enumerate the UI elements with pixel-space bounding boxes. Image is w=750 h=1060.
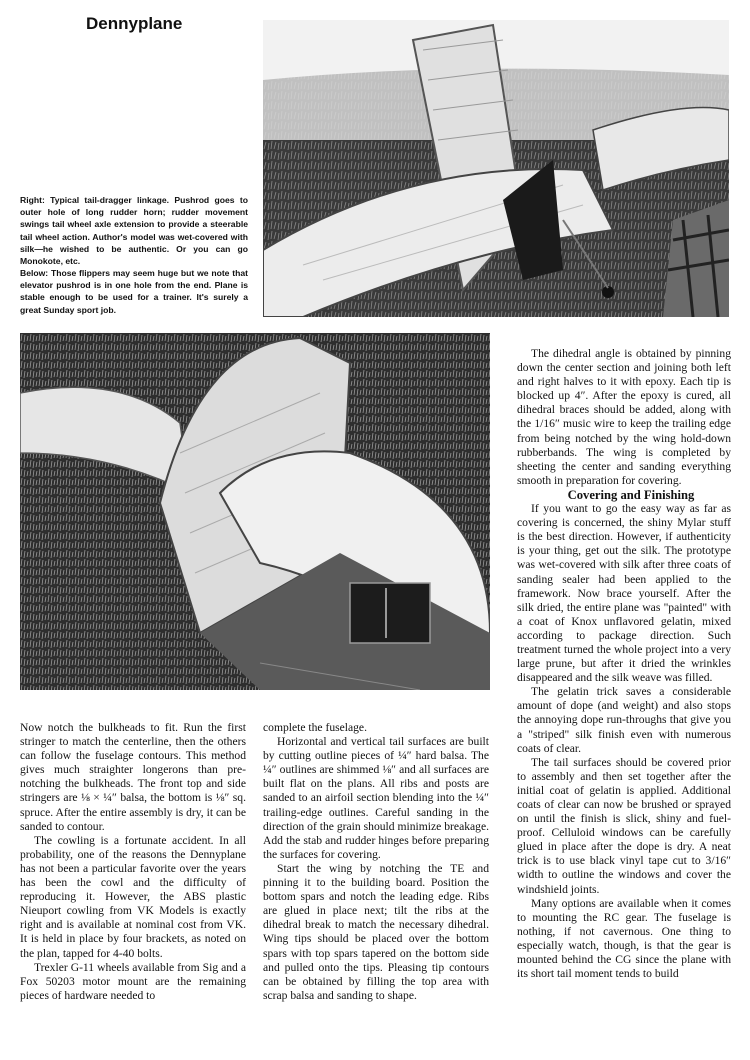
- paragraph: The dihedral angle is obtained by pinning down the center section and joining both left and right halves to it with epoxy. Each tip is blocked up 4″. After the epoxy is cured, all dihedral braces should be added, along with the 1/16″ music wire to keep the trailing edge from being notched by the wing hold-down rubberbands. The wing is completed by sheeting the center and sanding everything smooth in preparation for covering.: [517, 347, 731, 487]
- paragraph: If you want to go the easy way as far as covering is concerned, the shiny Mylar stuff is the best direction. However, if authenticity is your thing, get out the silk. The prototype was wet-covered with silk after three coats of sanding sealer had been applied to the framework. Now brace yourself. After the silk dried, the entire plane was "painted" with a coat of Knox unflavored gelatin, mixed according to package direction. Such treatment turned the whole project into a very large prune, but after it dried the wrinkles disappeared and the silk weave was filled.: [517, 502, 731, 685]
- paragraph: The tail surfaces should be covered prior to assembly and then set together after the initial coat of gelatin is applied. Additional coats of clear can now be brushed or sprayed on until the finish is slick, shiny and fuel-proof. Celluloid windows can be carefully glued in place after the dope is dry. A neat trick is to use black vinyl tape cut to 3/16″ width to outline the windows and cover the windshield joints.: [517, 755, 731, 896]
- paragraph: The gelatin trick saves a considerable amount of dope (and weight) and also stops the annoying dope run-throughs that give you a "striped" silk finish even with numerous coats of clear.: [517, 685, 731, 755]
- section-heading: Covering and Finishing: [567, 487, 695, 502]
- article-title: Dennyplane: [86, 14, 183, 33]
- left-column: [20, 721, 246, 1003]
- paragraph: The cowling is a fortunate accident. In all probability, one of the reasons the Dennyplane has not been a particular favorite over the years has been the cowl and the difficulty of reproducing it. However, the ABS plastic Nieuport cowling from VK Models is exactly right and is available at nominal cost from VK. It is held in place by four brackets, as noted on the plan, tapped for 4-40 bolts.: [20, 833, 246, 960]
- caption-below: Below: Those flippers may seem huge but we note that elevator pushrod is in one hole from the end. Plane is stable enough to be used for a trainer. It's surely a great Sunday sport job.: [20, 268, 248, 315]
- paragraph: Now notch the bulkheads to fit. Run the first stringer to match the centerline, then the others can follow the fuselage contours. This method gives much straighter longerons than pre-notching the bulkheads. The front top and side stringers are ⅛ × ¼″ balsa, the bottom is ⅛″ sq. spruce. After the entire assembly is dry, it can be sanded to contour.: [20, 721, 246, 833]
- tail-surfaces-photo: [20, 333, 490, 690]
- paragraph: Many options are available when it comes to mounting the RC gear. The fuselage is nothing, if not cavernous. One thing to especially watch, though, is that the gear is mounted behind the CG since the plane with its short tail moment tends to build: [517, 896, 731, 981]
- paragraph: Trexler G-11 wheels available from Sig and a Fox 50203 motor mount are the remaining pieces of hardware needed to: [20, 960, 246, 1002]
- caption-right: Right: Typical tail-dragger linkage. Pushrod goes to outer hole of long rudder horn; rudder movement swings tail wheel axle extension to provide a steerable tail wheel action. Author's model was wet-covered with silk—he wished to be authentic. Or you can go Monokote, etc.: [20, 195, 248, 267]
- middle-column: [263, 721, 489, 1003]
- tail-linkage-photo: [263, 20, 729, 317]
- paragraph: complete the fuselage.: [263, 721, 367, 734]
- paragraph: Start the wing by notching the TE and pinning it to the building board. Position the bottom spars and notch the leading edge. Ribs are glued in place next; tilt the ribs at the dihedral break to match the necessary dihedral. Wing tips should be placed over the bottom spars with top spars tapered on the bottom side and pulled onto the tips. Pleasing tip contours can be obtained by filling the top area with scrap balsa and sanding to shape.: [263, 861, 489, 1002]
- right-column-top: [517, 347, 731, 981]
- paragraph: Horizontal and vertical tail surfaces are built by cutting outline pieces of ¼″ hard balsa. The ¼″ outlines are shimmed ⅛″ and all surfaces are built flat on the plans. All ribs and posts are sanded to an airfoil section blending into the ¼″ trailing-edge outlines. Careful sanding in the direction of the grain should minimize breakage. Add the stab and rudder hinges before preparing the surfaces for covering.: [263, 735, 489, 861]
